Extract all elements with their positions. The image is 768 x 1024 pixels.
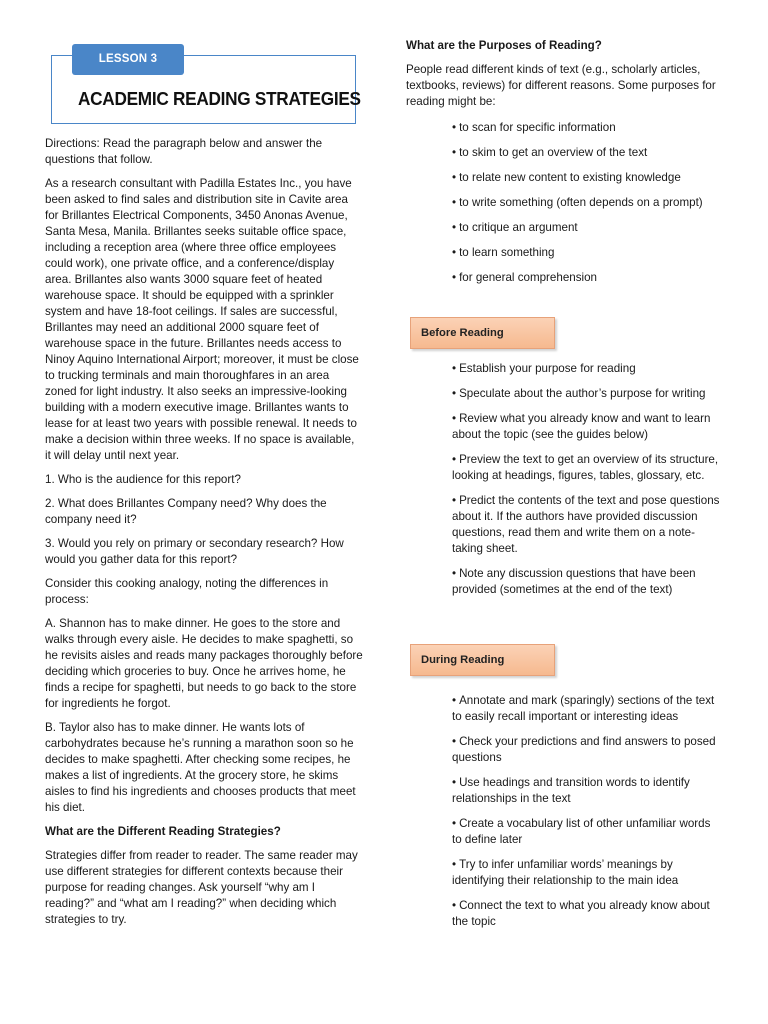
- directions-text: Directions: Read the paragraph below and answer the questions that follow.: [45, 137, 323, 166]
- list-item-text: Check your predictions and find answers to posed questions: [452, 735, 716, 764]
- during-reading-list: [452, 693, 722, 939]
- list-item-text: Annotate and mark (sparingly) sections of the text to easily recall important or interesting ideas: [452, 694, 715, 723]
- question-2: 2. What does Brillantes Company need? Why does the company need it?: [45, 497, 327, 526]
- list-item-text: Connect the text to what you already know about the topic: [452, 899, 710, 928]
- list-item: [452, 145, 722, 161]
- bullet-icon: •: [452, 858, 457, 871]
- list-item: [452, 452, 722, 484]
- bullet-icon: •: [452, 899, 457, 912]
- list-item: [452, 816, 722, 848]
- list-item-text: Try to infer unfamiliar words’ meanings by identifying their relationship to the main idea: [452, 858, 679, 887]
- bullet-icon: •: [452, 412, 457, 425]
- list-item: [452, 857, 722, 889]
- page-title: ACADEMIC READING STRATEGIES: [78, 88, 361, 109]
- bullet-icon: •: [452, 817, 457, 830]
- purposes-heading: What are the Purposes of Reading?: [406, 39, 602, 52]
- left-column: [45, 136, 363, 936]
- before-reading-list: [452, 361, 722, 607]
- analogy-intro: Consider this cooking analogy, noting the differences in process:: [45, 577, 329, 606]
- analogy-b: B. Taylor also has to make dinner. He wants lots of carbohydrates because he’s running a marathon soon so he decides to make spaghetti. After checking some recipes, he makes a list of ingredients. At the grocery store, he skims aisles to find his ingredients and chooses products that meet his diet.: [45, 721, 356, 814]
- list-item: [452, 270, 722, 286]
- bullet-icon: •: [452, 221, 457, 234]
- bullet-icon: •: [452, 694, 457, 707]
- list-item-text: Preview the text to get an overview of its structure, looking at headings, figures, tables, glossary, etc.: [452, 453, 719, 482]
- list-item-text: to relate new content to existing knowledge: [459, 171, 681, 184]
- list-item: [452, 195, 722, 211]
- strategies-paragraph: Strategies differ from reader to reader. The same reader may use different strategies for different contexts because their purpose for reading changes. Ask yourself “why am I reading?” and “what am I reading?” when deciding which strategies to try.: [45, 849, 358, 926]
- list-item-text: to learn something: [459, 246, 555, 259]
- list-item: [452, 493, 722, 557]
- list-item: [452, 245, 722, 261]
- bullet-icon: •: [452, 453, 457, 466]
- strategies-heading: What are the Different Reading Strategies?: [45, 825, 281, 838]
- list-item: [452, 386, 722, 402]
- list-item-text: to scan for specific information: [459, 121, 616, 134]
- list-item-text: Establish your purpose for reading: [459, 362, 636, 375]
- bullet-icon: •: [452, 776, 457, 789]
- bullet-icon: •: [452, 171, 457, 184]
- list-item: [452, 775, 722, 807]
- list-item: [452, 411, 722, 443]
- list-item: [452, 220, 722, 236]
- purposes-intro: People read different kinds of text (e.g., scholarly articles, textbooks, reviews) for different reasons. Some purposes for reading might be:: [406, 63, 716, 108]
- bullet-icon: •: [452, 387, 457, 400]
- list-item-text: to skim to get an overview of the text: [459, 146, 648, 159]
- right-column: [406, 38, 724, 928]
- list-item-text: to critique an argument: [459, 221, 578, 234]
- question-1: 1. Who is the audience for this report?: [45, 473, 241, 486]
- bullet-icon: •: [452, 271, 457, 284]
- bullet-icon: •: [452, 362, 457, 375]
- bullet-icon: •: [452, 494, 457, 507]
- list-item-text: Review what you already know and want to learn about the topic (see the guides below): [452, 412, 711, 441]
- list-item-text: Use headings and transition words to identify relationships in the text: [452, 776, 690, 805]
- list-item-text: Predict the contents of the text and pose questions about it. If the authors have provided discussion questions, read them and write them on a note-taking sheet.: [452, 494, 720, 555]
- analogy-a: A. Shannon has to make dinner. He goes to the store and walks through every aisle. He decides to make spaghetti, so he revisits aisles and reads many packages thoroughly before deciding which groceries to buy. Once he arrives home, he finds a recipe for spaghetti, but needs to go back to the store for ingredients he forgot.: [45, 617, 363, 710]
- bullet-icon: •: [452, 196, 457, 209]
- list-item: [452, 566, 722, 598]
- bullet-icon: •: [452, 567, 457, 580]
- scenario-paragraph: As a research consultant with Padilla Estates Inc., you have been asked to find sales and distribution site in Cavite area for Brillantes Electrical Components, 3450 Anonas Avenue, Santa Mesa, Manila. Brillantes seeks suitable office space, including a reception area (where three office employees could work), one private office, and a conference/display area. Brillantes also wants 3000 square feet of heated warehouse space. It should be equipped with a sprinkler system and have 18-foot ceilings. If sales are successful, Brillantes may need an additional 2000 square feet of warehouse space in the future. Brillantes needs access to Ninoy Aquino International Airport; moreover, it must be close to trucking terminals and main thoroughfares in an area zoned for light industry. It also seeks an impressive-looking building with a modern executive image. Brillantes wants to lease for at least two years with possible renewal. It needs to make a decision within three weeks. If no space is available, it will delay until next year.: [45, 177, 359, 462]
- before-reading-label: Before Reading: [410, 317, 555, 349]
- list-item-text: Note any discussion questions that have been provided (sometimes at the end of the text): [452, 567, 696, 596]
- bullet-icon: •: [452, 121, 457, 134]
- list-item: [452, 361, 722, 377]
- during-reading-label: During Reading: [410, 644, 555, 676]
- list-item-text: Speculate about the author’s purpose for writing: [459, 387, 706, 400]
- list-item-text: for general comprehension: [459, 271, 597, 284]
- list-item: [452, 693, 722, 725]
- list-item: [452, 734, 722, 766]
- list-item: [452, 120, 722, 136]
- bullet-icon: •: [452, 146, 457, 159]
- list-item-text: Create a vocabulary list of other unfamiliar words to define later: [452, 817, 711, 846]
- question-3: 3. Would you rely on primary or secondary research? How would you gather data for this report?: [45, 537, 344, 566]
- lesson-number-tab: LESSON 3: [72, 44, 184, 75]
- purposes-list: [452, 120, 722, 295]
- list-item: [452, 170, 722, 186]
- list-item-text: to write something (often depends on a prompt): [459, 196, 703, 209]
- bullet-icon: •: [452, 246, 457, 259]
- list-item: [452, 898, 722, 930]
- bullet-icon: •: [452, 735, 457, 748]
